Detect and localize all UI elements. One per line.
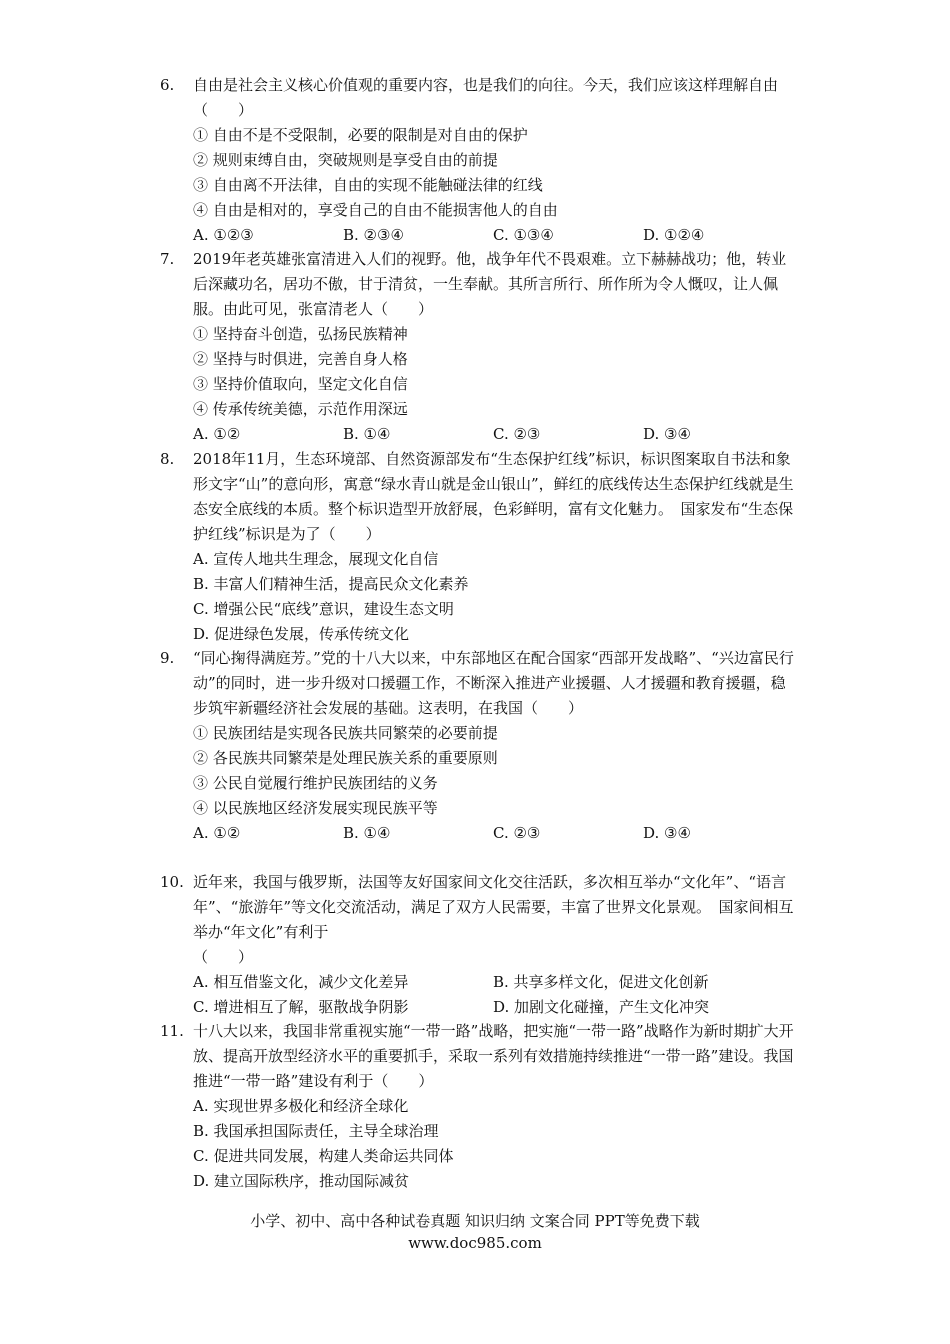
question-6: [160, 73, 800, 248]
answer-choices: [193, 223, 800, 248]
choice-d: D. 加剧文化碰撞，产生文化冲突: [493, 998, 710, 1016]
question-number: 10.: [160, 873, 184, 891]
question-stem: “同心掬得满庭芳。”党的十八大以来，中东部地区在配合国家“西部开发战略”、“兴边富民行动”的同时，进一步升级对口援疆工作，不断深入推进产业援疆、人才援疆和教育援疆，稳步筑牢新疆经济社会发展的基础。这表明，在我国（ ）: [193, 649, 794, 717]
choice-a: A. 相互借鉴文化，减少文化差异: [193, 973, 409, 991]
option-c: C. 促进共同发展，构建人类命运共同体: [193, 1147, 454, 1165]
statement-1: ① 自由不是不受限制，必要的限制是对自由的保护: [193, 126, 528, 144]
choice-a: A. ①②: [193, 425, 241, 443]
question-10: [160, 870, 800, 1020]
choice-b: B. ②③④: [343, 226, 404, 244]
question-stem: 2018年11月，生态环境部、自然资源部发布“生态保护红线”标识，标识图案取自书法和象形文字“山”的意向形，寓意“绿水青山就是金山银山”，鲜红的底线传达生态保护红线就是生态安全底线的本质。整个标识造型开放舒展，色彩鲜明，富有文化魅力。 国家发布“生态保护红线”标识是为了（ ）: [193, 450, 794, 543]
choice-a: A. ①②③: [193, 226, 254, 244]
choice-a: A. ①②: [193, 824, 241, 842]
statement-3: ③ 坚持价值取向，坚定文化自信: [193, 375, 408, 393]
question-8: [160, 447, 800, 647]
answer-choices: [193, 821, 800, 846]
footer-tagline: 小学、初中、高中各种试卷真题 知识归纳 文案合同 PPT等免费下载: [250, 1212, 700, 1230]
statement-2: ② 规则束缚自由，突破规则是享受自由的前提: [193, 151, 498, 169]
question-9: [160, 646, 800, 846]
option-d: D. 促进绿色发展，传承传统文化: [193, 625, 410, 643]
option-c: C. 增强公民“底线”意识，建设生态文明: [193, 600, 454, 618]
question-number: 7.: [160, 250, 175, 268]
statement-1: ① 民族团结是实现各民族共同繁荣的必要前提: [193, 724, 498, 742]
option-d: D. 建立国际秩序，推动国际减贫: [193, 1172, 410, 1190]
statement-4: ④ 自由是相对的，享受自己的自由不能损害他人的自由: [193, 201, 558, 219]
statement-4: ④ 以民族地区经济发展实现民族平等: [193, 799, 438, 817]
page-footer: [0, 1210, 950, 1254]
choice-d: D. ③④: [643, 824, 691, 842]
option-b: B. 丰富人们精神生活，提高民众文化素养: [193, 575, 469, 593]
question-number: 6.: [160, 76, 175, 94]
answer-choices: [193, 970, 800, 1020]
choice-d: D. ③④: [643, 425, 691, 443]
choice-b: B. 共享多样文化，促进文化创新: [493, 973, 709, 991]
choice-c: C. ②③: [493, 425, 541, 443]
question-stem: 2019年老英雄张富清进入人们的视野。他，战争年代不畏艰难。立下赫赫战功；他，转业后深藏功名，居功不傲，甘于清贫，一生奉献。其所言所行、所作所为令人慨叹，让人佩服。由此可见，张富清老人（ ）: [193, 250, 787, 318]
answer-choices: [193, 422, 800, 447]
footer-website-link[interactable]: www.doc985.com: [408, 1234, 542, 1252]
statement-3: ③ 自由离不开法律，自由的实现不能触碰法律的红线: [193, 176, 543, 194]
statement-4: ④ 传承传统美德，示范作用深远: [193, 400, 408, 418]
statement-2: ② 坚持与时俱进，完善自身人格: [193, 350, 408, 368]
question-stem: 十八大以来，我国非常重视实施“一带一路”战略，把实施“一带一路”战略作为新时期扩大开放、提高开放型经济水平的重要抓手，采取一系列有效措施持续推进“一带一路”建设。我国推进“一带一路”建设有利于（ ）: [193, 1022, 794, 1090]
statement-1: ① 坚持奋斗创造，弘扬民族精神: [193, 325, 408, 343]
choice-b: B. ①④: [343, 824, 391, 842]
choice-c: C. ①③④: [493, 226, 554, 244]
option-a: A. 实现世界多极化和经济全球化: [193, 1097, 409, 1115]
question-number: 9.: [160, 649, 175, 667]
answer-bracket: （ ）: [193, 948, 254, 966]
option-b: B. 我国承担国际责任，主导全球治理: [193, 1122, 439, 1140]
question-number: 11.: [160, 1022, 184, 1040]
option-a: A. 宣传人地共生理念，展现文化自信: [193, 550, 439, 568]
statement-2: ② 各民族共同繁荣是处理民族关系的重要原则: [193, 749, 498, 767]
question-number: 8.: [160, 450, 175, 468]
choice-d: D. ①②④: [643, 226, 705, 244]
question-7: [160, 247, 800, 447]
question-stem: 近年来，我国与俄罗斯，法国等友好国家间文化交往活跃，多次相互举办“文化年”、“语言年”、“旅游年”等文化交流活动，满足了双方人民需要，丰富了世界文化景观。 国家间相互举办“年文化”有利于: [193, 873, 794, 941]
choice-c: C. 增进相互了解，驱散战争阴影: [193, 998, 409, 1016]
question-stem: 自由是社会主义核心价值观的重要内容，也是我们的向往。今天，我们应该这样理解自由（ ）: [193, 76, 779, 119]
choice-b: B. ①④: [343, 425, 391, 443]
question-11: [160, 1019, 800, 1194]
choice-c: C. ②③: [493, 824, 541, 842]
statement-3: ③ 公民自觉履行维护民族团结的义务: [193, 774, 438, 792]
